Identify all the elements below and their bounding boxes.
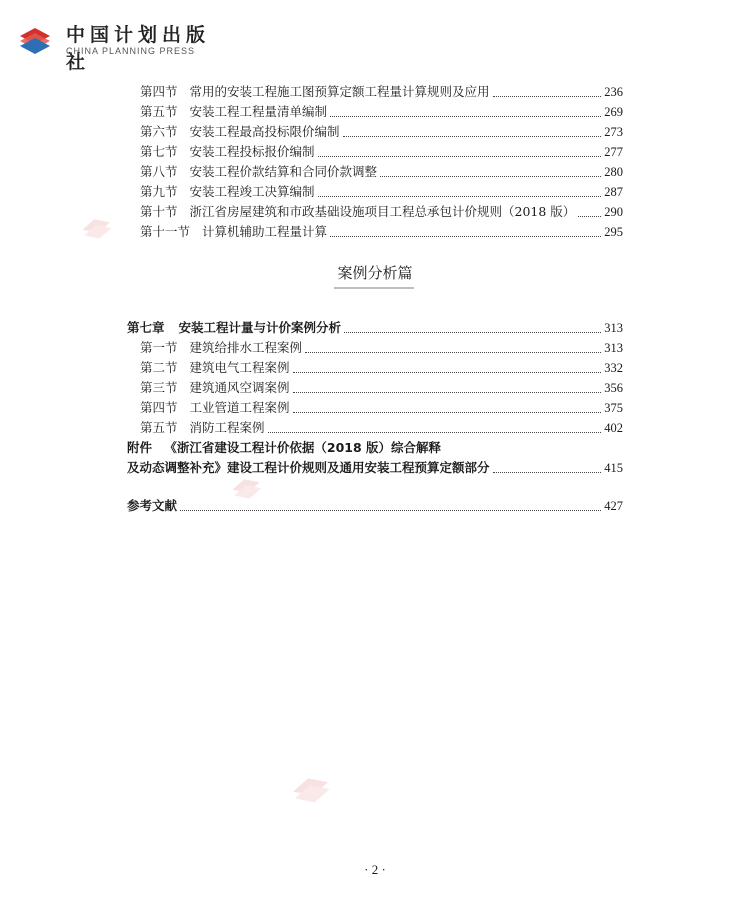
leader-dots (380, 176, 601, 177)
appendix-line-1[interactable] (127, 440, 441, 456)
toc-entry-title: 消防工程案例 (189, 420, 265, 435)
toc-entry-title: 工业管道工程案例 (189, 400, 290, 415)
toc-entry[interactable] (140, 124, 623, 140)
toc-entry[interactable] (140, 340, 623, 356)
toc-entry-title: 安装工程工程量清单编制 (189, 104, 328, 119)
toc-entry-page: 273 (604, 125, 623, 139)
toc-entry-page: 236 (604, 85, 623, 99)
leader-dots (268, 432, 602, 433)
toc-entry-page: 375 (604, 401, 623, 415)
appendix-title-line1: 《浙江省建设工程计价依据（2018 版）综合解释 (164, 440, 442, 455)
toc-entry-number: 第四节 (140, 84, 178, 99)
leader-dots (578, 216, 601, 217)
toc-entry-number: 第四节 (140, 400, 178, 415)
toc-entry-page: 287 (604, 185, 623, 199)
references-title: 参考文献 (127, 498, 178, 513)
section-heading: 案例分析篇 (337, 264, 413, 282)
toc-entry[interactable] (140, 164, 623, 180)
toc-entry-page: 313 (604, 341, 623, 355)
toc-entry[interactable] (140, 360, 623, 376)
leader-dots (344, 332, 601, 333)
leader-dots (493, 96, 602, 97)
appendix-entry[interactable] (127, 460, 623, 476)
toc-entry-page: 356 (604, 381, 623, 395)
toc-entry-title: 安装工程竣工决算编制 (189, 184, 315, 199)
leader-dots (305, 352, 601, 353)
toc-entry-page: 277 (604, 145, 623, 159)
toc-entry[interactable] (140, 224, 623, 240)
toc-entry[interactable] (140, 144, 623, 160)
toc-entry[interactable] (140, 204, 623, 220)
appendix-title-line2: 及动态调整补充》建设工程计价规则及通用安装工程预算定额部分 (127, 460, 490, 475)
toc-entry-number: 第六节 (140, 124, 178, 139)
toc-entry-number: 第九节 (140, 184, 178, 199)
toc-entry[interactable] (140, 184, 623, 200)
publisher-name-en: CHINA PLANNING PRESS (66, 46, 196, 56)
toc-entry[interactable] (140, 380, 623, 396)
chapter-entry[interactable] (127, 320, 623, 336)
leader-dots (318, 196, 602, 197)
toc-entry-title: 计算机辅助工程量计算 (202, 224, 328, 239)
toc-entry-title: 安装工程价款结算和合同价款调整 (189, 164, 378, 179)
references-page: 427 (604, 499, 623, 513)
toc-entry-number: 第十一节 (140, 224, 191, 239)
toc-entry-number: 第八节 (140, 164, 178, 179)
toc-entry-title: 建筑通风空调案例 (189, 380, 290, 395)
leader-dots (293, 412, 602, 413)
leader-dots (293, 392, 602, 393)
toc-entry-number: 第一节 (140, 340, 178, 355)
toc-entry-title: 安装工程投标报价编制 (189, 144, 315, 159)
toc-entry-title: 建筑电气工程案例 (189, 360, 290, 375)
toc-entry-page: 290 (604, 205, 623, 219)
toc-entry-number: 第二节 (140, 360, 178, 375)
appendix-page: 415 (604, 461, 623, 475)
leader-dots (493, 472, 602, 473)
toc-entry-number: 第十节 (140, 204, 178, 219)
references-entry[interactable] (127, 498, 623, 514)
chapter-page: 313 (604, 321, 623, 335)
publisher-name-cn: 中国计划出版社 (66, 24, 211, 73)
toc-entry[interactable] (140, 420, 623, 436)
leader-dots (180, 510, 601, 511)
toc-entry-page: 269 (604, 105, 623, 119)
toc-entry-page: 280 (604, 165, 623, 179)
toc-entry-title: 浙江省房屋建筑和市政基础设施项目工程总承包计价规则（2018 版） (189, 204, 576, 219)
leader-dots (343, 136, 602, 137)
appendix-label: 附件 (127, 440, 153, 455)
toc-entry-page: 402 (604, 421, 623, 435)
leader-dots (330, 236, 601, 237)
toc-entry-number: 第三节 (140, 380, 178, 395)
toc-entry-page: 295 (604, 225, 623, 239)
page-number: · 2 · (364, 862, 386, 877)
toc-entry-title: 建筑给排水工程案例 (189, 340, 303, 355)
leader-dots (330, 116, 601, 117)
chapter-title: 安装工程计量与计价案例分析 (178, 320, 342, 335)
leader-dots (293, 372, 602, 373)
toc-entry-number: 第五节 (140, 104, 178, 119)
toc-entry-page: 332 (604, 361, 623, 375)
toc-entry[interactable] (140, 400, 623, 416)
chapter-number: 第七章 (127, 320, 165, 335)
toc-entry[interactable] (140, 84, 623, 100)
toc-entry-title: 常用的安装工程施工图预算定额工程量计算规则及应用 (189, 84, 490, 99)
leader-dots (318, 156, 602, 157)
toc-entry-number: 第七节 (140, 144, 178, 159)
toc-entry-number: 第五节 (140, 420, 178, 435)
section-underline (334, 287, 414, 289)
toc-entry-title: 安装工程最高投标限价编制 (189, 124, 340, 139)
toc-entry[interactable] (140, 104, 623, 120)
